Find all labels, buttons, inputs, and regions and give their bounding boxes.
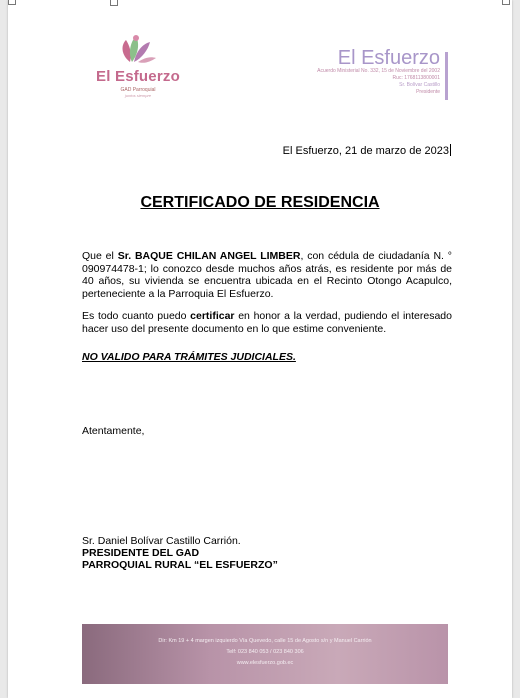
left-logo-subtitle: GAD Parroquial bbox=[120, 87, 156, 93]
p1-body: , con cédula de ciudadanía N. ° 090974478-1; lo conozco desde muchos años atrás, es residente por más de 40 años, su vivienda se encuentra ubicada en el Recinto Otongo Acapulco, perteneciente a la Parroquia El Esfuerzo. bbox=[82, 250, 452, 300]
p2-body: en honor a la verdad, pudiendo el interesado hacer uso del presente documento en lo que estime conveniente. bbox=[82, 310, 452, 335]
p2-lead: Es todo cuanto puedo bbox=[82, 310, 191, 322]
signer-role-2: PARROQUIAL RURAL “EL ESFUERZO” bbox=[82, 559, 278, 571]
notice-line[interactable]: NO VALIDO PARA TRÁMITES JUDICIALES. bbox=[82, 351, 296, 363]
left-logo bbox=[88, 32, 188, 102]
header-line: Acuerdo Ministerial No. 332, 15 de Noviembre del 2002 bbox=[317, 68, 440, 74]
right-header-name: El Esfuerzo bbox=[337, 47, 440, 69]
person-name: Sr. BAQUE CHILAN ANGEL LIMBER bbox=[117, 250, 301, 262]
resize-handle[interactable] bbox=[502, 0, 510, 5]
text-cursor bbox=[450, 144, 451, 156]
signature-block[interactable] bbox=[82, 535, 278, 571]
paragraph-1[interactable] bbox=[82, 250, 452, 300]
paragraph-2[interactable] bbox=[82, 310, 452, 335]
left-logo-slogan: juntos siempre bbox=[124, 93, 151, 98]
footer-address: Dir: Km 19 + 4 margen izquierdo Vía Quevedo, calle 15 de Agosto s/n y Manuel Carrión bbox=[158, 638, 372, 644]
footer-band bbox=[82, 624, 448, 684]
header-line: Presidente bbox=[416, 89, 440, 95]
resize-handle[interactable] bbox=[110, 0, 118, 6]
date-text: El Esfuerzo, 21 de marzo de 2023 bbox=[282, 145, 449, 157]
date-line[interactable] bbox=[0, 144, 451, 157]
signer-name: Sr. Daniel Bolívar Castillo Carrión. bbox=[82, 535, 241, 547]
signer-role-1: PRESIDENTE DEL GAD bbox=[82, 547, 200, 559]
p1-lead: Que el bbox=[82, 250, 118, 262]
p2-bold-word: certificar bbox=[190, 310, 235, 322]
footer-website: www.elesfuerzo.gob.ec bbox=[236, 660, 294, 666]
left-logo-brand: El Esfuerzo bbox=[96, 68, 180, 85]
resize-handle[interactable] bbox=[8, 0, 16, 5]
flower-logo-icon bbox=[112, 32, 164, 68]
header-line: Ruc: 1768113800001 bbox=[392, 75, 440, 81]
header-line: Sr. Bolívar Castillo bbox=[399, 82, 440, 88]
right-header-block bbox=[270, 48, 440, 96]
document-title: CERTIFICADO DE RESIDENCIA bbox=[140, 194, 380, 211]
footer-phone: Telf: 023 840 053 / 023 840 306 bbox=[226, 649, 304, 655]
header-divider bbox=[445, 52, 448, 100]
document-page bbox=[8, 0, 512, 698]
closing-line[interactable]: Atentamente, bbox=[82, 425, 145, 437]
